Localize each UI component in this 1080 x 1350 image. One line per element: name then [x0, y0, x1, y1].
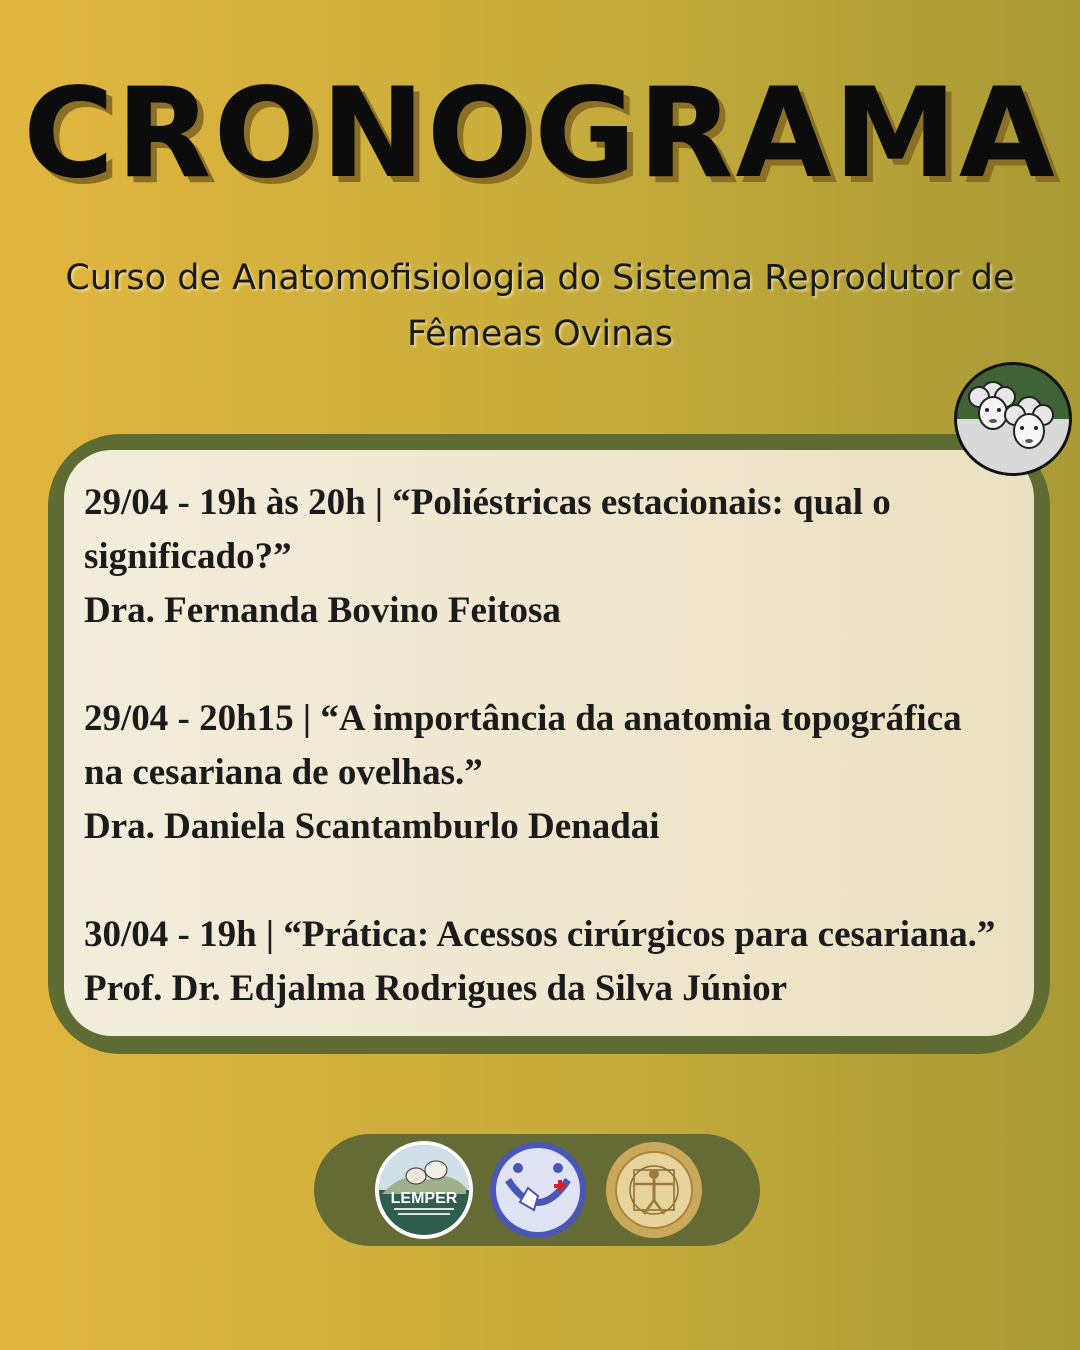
entry-speaker: Dra. Fernanda Bovino Feitosa	[84, 590, 561, 631]
entry-speaker: Prof. Dr. Edjalma Rodrigues da Silva Júnior	[84, 968, 788, 1009]
subtitle-line-2: Fêmeas Ovinas	[406, 314, 674, 354]
anatomy-group-seal-icon	[604, 1140, 704, 1240]
entry-talk: 29/04 - 20h15 | “A importância da anatomia topográfica	[84, 698, 962, 739]
schedule-entry	[84, 476, 1024, 638]
entry-talk: 30/04 - 19h | “Prática: Acessos cirúrgicos para cesariana.”	[84, 914, 996, 955]
lemper-logo-text: LEMPER	[390, 1190, 458, 1207]
entry-speaker: Dra. Daniela Scantamburlo Denadai	[84, 806, 660, 847]
schedule-entry	[84, 908, 1024, 1016]
page-title: CRONOGRAMA	[23, 62, 1057, 206]
entry-talk-cont: significado?”	[84, 536, 292, 577]
sheep-badge-icon	[954, 362, 1072, 476]
entry-talk: 29/04 - 19h às 20h | “Poliéstricas estacionais: qual o	[84, 482, 891, 523]
schedule-entry	[84, 692, 1024, 854]
schedule-list	[84, 476, 1024, 1070]
lemper-logo	[374, 1140, 474, 1240]
health-group-logo	[488, 1140, 588, 1240]
entry-talk-cont: na cesariana de ovelhas.”	[84, 752, 483, 793]
subtitle-line-1: Curso de Anatomofisiologia do Sistema Reprodutor de	[65, 258, 1015, 298]
course-subtitle	[50, 250, 1030, 362]
